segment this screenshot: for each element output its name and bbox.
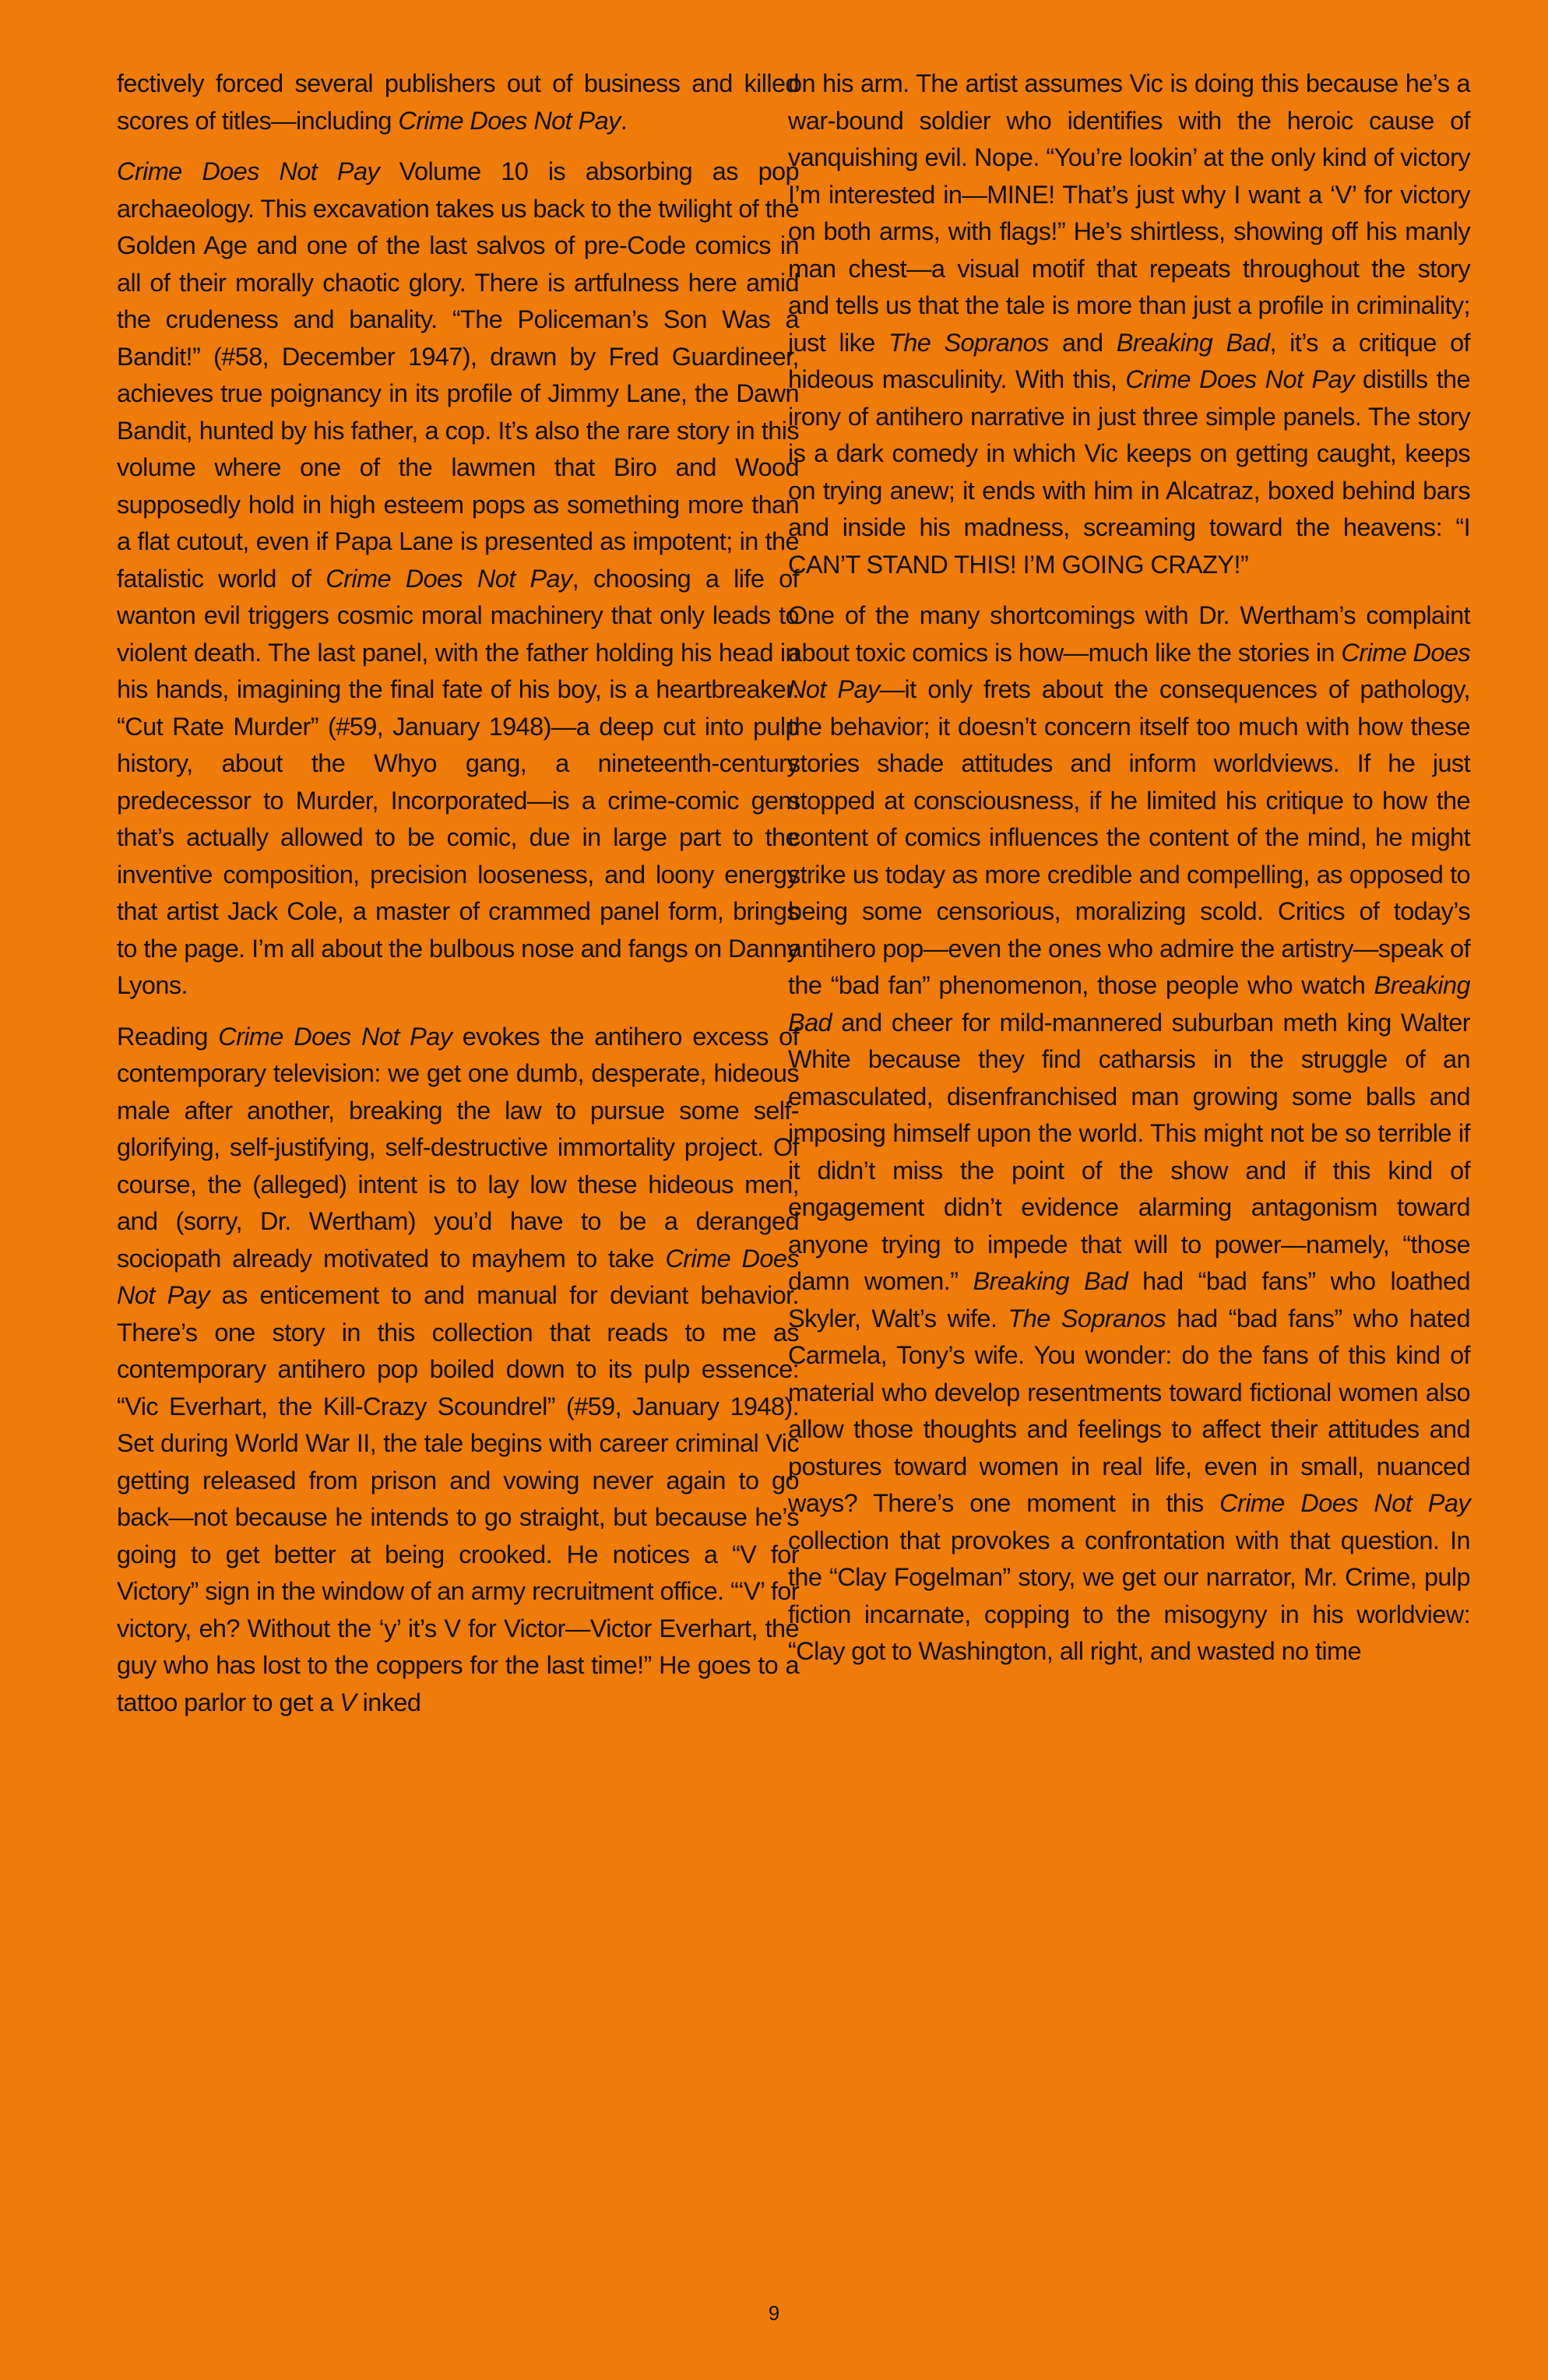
text-run: collection that provokes a confrontation with that question. In the “Clay Fogelman” story, we get our narrator, Mr. Crime, pulp fiction incarnate, copping to the misogyny in his worldview: “Clay got to Washington, all right, and wasted no time bbox=[788, 1526, 1470, 1665]
italic-title: V bbox=[340, 1688, 357, 1716]
body-paragraph bbox=[117, 153, 799, 1005]
italic-title: Breaking Bad bbox=[1116, 328, 1270, 357]
text-run: —it only frets about the consequences of pathology, the behavior; it doesn’t concern itself too much with how these stories shade attitudes and inform worldviews. If he just stopped at consciousness, if he limited his critique to how the content of comics influences the content of the mind, he might strike us today as more credible and compelling, as opposed to being some censorious, moralizing scold. Critics of today’s antihero pop—even the ones who admire the artistry—speak of the “bad fan” phenomenon, those people who watch bbox=[788, 675, 1470, 999]
text-run: Reading bbox=[117, 1022, 219, 1051]
body-paragraph bbox=[788, 597, 1470, 1671]
italic-title: The Sopranos bbox=[888, 328, 1049, 357]
italic-title: Crime Does Not Pay bbox=[1125, 365, 1354, 393]
text-run: distills the irony of antihero narrative in just three simple panels. The story is a dark comedy in which Vic keeps on getting caught, keeps on trying anew; it ends with him in Alcatraz, boxed behind bars and inside his madness, screaming toward the heavens: “I CAN’T STAND THIS! I’M GOING CRAZY!” bbox=[788, 365, 1470, 579]
italic-title: Breaking Bad bbox=[973, 1267, 1128, 1295]
text-run: inked bbox=[356, 1688, 421, 1716]
left-text-column bbox=[117, 65, 799, 1735]
italic-title: Crime Does Not Pay bbox=[788, 638, 1470, 703]
text-run: as enticement to and manual for deviant behavior. There’s one story in this collection that reads to me as contemporary antihero pop boiled down to its pulp essence: “Vic Everhart, the Kill-Crazy Scoundrel” (#59, January 1948). Set during World War II, the tale begins with career criminal Vic getting released from prison and vowing never again to go back—not because he intends to go straight, but because he’s going to get better at being crooked. He notices a “V for Victory” sign in the window of an army recruitment office. “‘V’ for victory, eh? Without the ‘y’ it’s V for Victor—Victor Everhart, the guy who has lost to the coppers for the last time!” He goes to a tattoo parlor to get a bbox=[117, 1281, 799, 1716]
italic-title: Crime Does Not Pay bbox=[325, 564, 572, 593]
italic-title: Breaking Bad bbox=[788, 971, 1470, 1037]
body-paragraph bbox=[117, 1019, 799, 1722]
text-run: on his arm. The artist assumes Vic is doing this because he’s a war-bound soldier who identifies with the heroic cause of vanquishing evil. Nope. “You’re lookin’ at the only kind of victory I’m interested in—MINE! That’s just why I want a ‘V’ for victory on both arms, with flags!” He’s shirtless, showing off his manly man chest—a visual motif that repeats throughout the story and tells us that the tale is more than just a profile in criminality; just like bbox=[788, 69, 1470, 357]
text-run: , it’s a critique of hideous masculinity. With this, bbox=[788, 328, 1470, 393]
text-run: evokes the antihero excess of contemporary television: we get one dumb, desperate, hideous male after another, breaking the law to pursue some self-glorifying, self-justifying, self-destructive immortality project. Of course, the (alleged) intent is to lay low these hideous men, and (sorry, Dr. Wertham) you’d have to be a deranged sociopath already motivated to mayhem to take bbox=[117, 1022, 799, 1273]
text-run: had “bad fans” who hated Carmela, Tony’s wife. You wonder: do the fans of this kind of material who develop resentments toward fictional women also allow those thoughts and feelings to affect their attitudes and postures toward women in real life, even in small, nuanced ways? There’s one moment in this bbox=[788, 1304, 1470, 1517]
text-run: , choosing a life of wanton evil triggers cosmic moral machinery that only leads to violent death. The last panel, with the father holding his head in his hands, imagining the final fate of his boy, is a heartbreaker. “Cut Rate Murder” (#59, January 1948)—a deep cut into pulp history, about the Whyo gang, a nineteenth-century predecessor to Murder, Incorporated—is a crime-comic gem that’s actually allowed to be comic, due in large part to the inventive composition, precision looseness, and loony energy that artist Jack Cole, a master of crammed panel form, brings to the page. I’m all about the bulbous nose and fangs on Danny Lyons. bbox=[117, 564, 799, 999]
body-paragraph bbox=[788, 65, 1470, 583]
text-run: Volume 10 is absorbing as pop archaeology. This excavation takes us back to the twilight of the Golden Age and one of the last salvos of pre-Code comics in all of their morally chaotic glory. There is artfulness here amid the crudeness and banality. “The Policeman’s Son Was a Bandit!” (#58, December 1947), drawn by Fred Guardineer, achieves true poignancy in its profile of Jimmy Lane, the Dawn Bandit, hunted by his father, a cop. It’s also the rare story in this volume where one of the lawmen that Biro and Wood supposedly hold in high esteem pops as something more than a flat cutout, even if Papa Lane is presented as impotent; in the fatalistic world of bbox=[117, 157, 799, 593]
italic-title: Crime Does Not Pay bbox=[218, 1022, 452, 1051]
text-run: had “bad fans” who loathed Skyler, Walt’s wife. bbox=[788, 1267, 1470, 1333]
text-run: and cheer for mild-mannered suburban meth king Walter White because they find catharsis in the struggle of an emasculated, disenfranchised man growing some balls and imposing himself upon the world. This might not be so terrible if it didn’t miss the point of the show and if this kind of engagement didn’t evidence alarming antagonism toward anyone trying to impede that will to power—namely, “those damn women.” bbox=[788, 1008, 1470, 1295]
italic-title: Crime Does Not Pay bbox=[117, 157, 380, 185]
italic-title: Crime Does Not Pay bbox=[398, 106, 621, 135]
italic-title: Crime Does Not Pay bbox=[117, 1244, 799, 1309]
page-number: 9 bbox=[768, 2301, 780, 2325]
body-paragraph bbox=[117, 65, 799, 139]
text-run: . bbox=[620, 106, 628, 135]
text-run: fectively forced several publishers out of business and killed scores of titles—including bbox=[117, 69, 799, 135]
italic-title: Crime Does Not Pay bbox=[1219, 1489, 1470, 1517]
right-text-column bbox=[788, 65, 1470, 1685]
text-run: and bbox=[1048, 328, 1117, 357]
italic-title: The Sopranos bbox=[1008, 1304, 1166, 1333]
text-run: One of the many shortcomings with Dr. Wertham’s complaint about toxic comics is how—much like the stories in bbox=[788, 601, 1470, 667]
